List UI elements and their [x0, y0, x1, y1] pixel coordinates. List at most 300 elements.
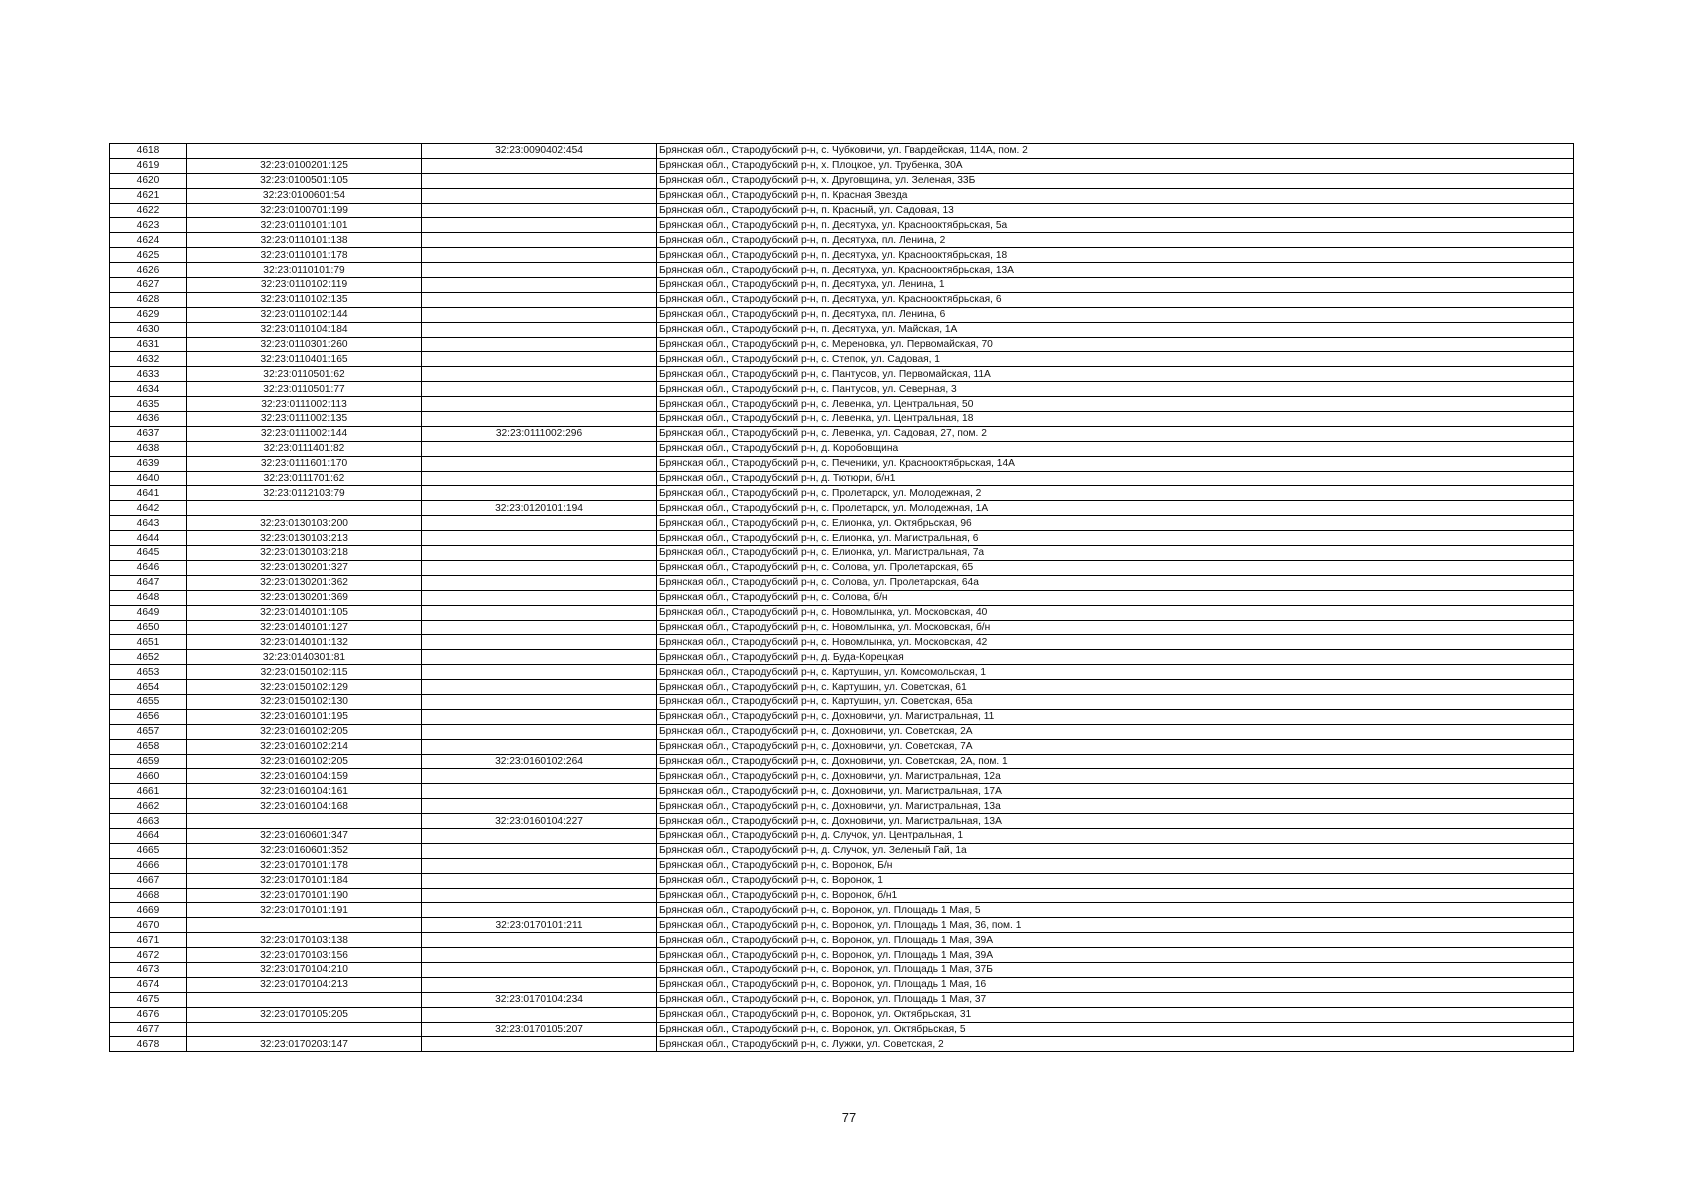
table-row	[110, 962, 1574, 977]
table-row	[110, 724, 1574, 739]
row-number-cell: 4657	[110, 724, 187, 739]
row-number-cell: 4619	[110, 158, 187, 173]
address-cell: Брянская обл., Стародубский р-н, п. Красный, ул. Садовая, 13	[657, 203, 1574, 218]
building-cadastral-number-cell: 32:23:0130103:213	[187, 531, 422, 546]
table-row	[110, 412, 1574, 427]
address-cell: Брянская обл., Стародубский р-н, с. Картушин, ул. Советская, 65а	[657, 694, 1574, 709]
table-row	[110, 1007, 1574, 1022]
building-cadastral-number-cell: 32:23:0140301:81	[187, 650, 422, 665]
table-row	[110, 188, 1574, 203]
row-number-cell: 4629	[110, 307, 187, 322]
table-row	[110, 307, 1574, 322]
table-row	[110, 471, 1574, 486]
address-cell: Брянская обл., Стародубский р-н, с. Воронок, ул. Площадь 1 Мая, 36, пом. 1	[657, 918, 1574, 933]
address-cell: Брянская обл., Стародубский р-н, с. Пантусов, ул. Северная, 3	[657, 382, 1574, 397]
premises-cadastral-number-cell: 32:23:0090402:454	[422, 144, 657, 159]
row-number-cell: 4658	[110, 739, 187, 754]
row-number-cell: 4673	[110, 962, 187, 977]
table-row	[110, 352, 1574, 367]
building-cadastral-number-cell: 32:23:0111002:135	[187, 412, 422, 427]
table-row	[110, 322, 1574, 337]
building-cadastral-number-cell: 32:23:0110301:260	[187, 337, 422, 352]
row-number-cell: 4626	[110, 263, 187, 278]
building-cadastral-number-cell: 32:23:0130103:218	[187, 546, 422, 561]
row-number-cell: 4677	[110, 1022, 187, 1037]
address-cell: Брянская обл., Стародубский р-н, с. Дохновичи, ул. Магистральная, 12а	[657, 769, 1574, 784]
address-cell: Брянская обл., Стародубский р-н, с. Левенка, ул. Центральная, 50	[657, 397, 1574, 412]
premises-cadastral-number-cell	[422, 1037, 657, 1052]
building-cadastral-number-cell: 32:23:0110102:144	[187, 307, 422, 322]
row-number-cell: 4664	[110, 828, 187, 843]
building-cadastral-number-cell: 32:23:0160101:195	[187, 709, 422, 724]
address-cell: Брянская обл., Стародубский р-н, п. Десятуха, ул. Краснооктябрьская, 5а	[657, 218, 1574, 233]
row-number-cell: 4660	[110, 769, 187, 784]
row-number-cell: 4661	[110, 784, 187, 799]
building-cadastral-number-cell: 32:23:0150102:129	[187, 680, 422, 695]
row-number-cell: 4623	[110, 218, 187, 233]
table-row	[110, 754, 1574, 769]
premises-cadastral-number-cell	[422, 560, 657, 575]
building-cadastral-number-cell: 32:23:0100601:54	[187, 188, 422, 203]
building-cadastral-number-cell: 32:23:0111002:113	[187, 397, 422, 412]
premises-cadastral-number-cell	[422, 635, 657, 650]
table-row	[110, 903, 1574, 918]
row-number-cell: 4634	[110, 382, 187, 397]
address-cell: Брянская обл., Стародубский р-н, п. Десятуха, ул. Краснооктябрьская, 6	[657, 292, 1574, 307]
building-cadastral-number-cell: 32:23:0170104:213	[187, 977, 422, 992]
property-registry-table	[109, 143, 1574, 1052]
row-number-cell: 4652	[110, 650, 187, 665]
address-cell: Брянская обл., Стародубский р-н, с. Лужки, ул. Советская, 2	[657, 1037, 1574, 1052]
table-row	[110, 278, 1574, 293]
table-row	[110, 501, 1574, 516]
premises-cadastral-number-cell	[422, 873, 657, 888]
row-number-cell: 4632	[110, 352, 187, 367]
address-cell: Брянская обл., Стародубский р-н, с. Солова, б/н	[657, 590, 1574, 605]
table-row	[110, 203, 1574, 218]
premises-cadastral-number-cell	[422, 367, 657, 382]
row-number-cell: 4635	[110, 397, 187, 412]
row-number-cell: 4674	[110, 977, 187, 992]
premises-cadastral-number-cell	[422, 650, 657, 665]
address-cell: Брянская обл., Стародубский р-н, с. Пролетарск, ул. Молодежная, 2	[657, 486, 1574, 501]
building-cadastral-number-cell: 32:23:0110101:138	[187, 233, 422, 248]
building-cadastral-number-cell: 32:23:0170103:138	[187, 933, 422, 948]
registry-table-body	[110, 144, 1574, 1052]
building-cadastral-number-cell: 32:23:0110101:101	[187, 218, 422, 233]
row-number-cell: 4641	[110, 486, 187, 501]
row-number-cell: 4639	[110, 456, 187, 471]
building-cadastral-number-cell: 32:23:0110501:62	[187, 367, 422, 382]
premises-cadastral-number-cell	[422, 248, 657, 263]
premises-cadastral-number-cell	[422, 412, 657, 427]
address-cell: Брянская обл., Стародубский р-н, д. Коробовщина	[657, 441, 1574, 456]
table-row	[110, 397, 1574, 412]
premises-cadastral-number-cell: 32:23:0111002:296	[422, 426, 657, 441]
address-cell: Брянская обл., Стародубский р-н, с. Дохновичи, ул. Магистральная, 13а	[657, 799, 1574, 814]
address-cell: Брянская обл., Стародубский р-н, с. Воронок, ул. Площадь 1 Мая, 37	[657, 992, 1574, 1007]
table-row	[110, 560, 1574, 575]
address-cell: Брянская обл., Стародубский р-н, с. Дохновичи, ул. Советская, 7А	[657, 739, 1574, 754]
table-row	[110, 516, 1574, 531]
address-cell: Брянская обл., Стародубский р-н, п. Десятуха, пл. Ленина, 6	[657, 307, 1574, 322]
row-number-cell: 4618	[110, 144, 187, 159]
building-cadastral-number-cell: 32:23:0170105:205	[187, 1007, 422, 1022]
address-cell: Брянская обл., Стародубский р-н, п. Десятуха, ул. Краснооктябрьская, 18	[657, 248, 1574, 263]
row-number-cell: 4633	[110, 367, 187, 382]
building-cadastral-number-cell: 32:23:0160102:205	[187, 724, 422, 739]
building-cadastral-number-cell: 32:23:0100701:199	[187, 203, 422, 218]
table-row	[110, 1022, 1574, 1037]
premises-cadastral-number-cell: 32:23:0170104:234	[422, 992, 657, 1007]
table-row	[110, 709, 1574, 724]
address-cell: Брянская обл., Стародубский р-н, с. Воронок, 1	[657, 873, 1574, 888]
table-row	[110, 933, 1574, 948]
row-number-cell: 4640	[110, 471, 187, 486]
premises-cadastral-number-cell	[422, 977, 657, 992]
row-number-cell: 4643	[110, 516, 187, 531]
building-cadastral-number-cell: 32:23:0160104:168	[187, 799, 422, 814]
premises-cadastral-number-cell	[422, 888, 657, 903]
address-cell: Брянская обл., Стародубский р-н, п. Десятуха, ул. Краснооктябрьская, 13А	[657, 263, 1574, 278]
premises-cadastral-number-cell	[422, 799, 657, 814]
row-number-cell: 4637	[110, 426, 187, 441]
address-cell: Брянская обл., Стародубский р-н, с. Воронок, Б/н	[657, 858, 1574, 873]
table-row	[110, 441, 1574, 456]
table-row	[110, 173, 1574, 188]
address-cell: Брянская обл., Стародубский р-н, с. Дохновичи, ул. Советская, 2А	[657, 724, 1574, 739]
building-cadastral-number-cell: 32:23:0160104:159	[187, 769, 422, 784]
table-row	[110, 769, 1574, 784]
building-cadastral-number-cell: 32:23:0111701:62	[187, 471, 422, 486]
premises-cadastral-number-cell	[422, 828, 657, 843]
address-cell: Брянская обл., Стародубский р-н, с. Степок, ул. Садовая, 1	[657, 352, 1574, 367]
table-row	[110, 337, 1574, 352]
address-cell: Брянская обл., Стародубский р-н, п. Красная Звезда	[657, 188, 1574, 203]
address-cell: Брянская обл., Стародубский р-н, с. Картушин, ул. Комсомольская, 1	[657, 665, 1574, 680]
address-cell: Брянская обл., Стародубский р-н, с. Дохновичи, ул. Магистральная, 17А	[657, 784, 1574, 799]
row-number-cell: 4649	[110, 605, 187, 620]
building-cadastral-number-cell: 32:23:0170101:190	[187, 888, 422, 903]
building-cadastral-number-cell: 32:23:0160104:161	[187, 784, 422, 799]
building-cadastral-number-cell: 32:23:0140101:132	[187, 635, 422, 650]
address-cell: Брянская обл., Стародубский р-н, с. Воронок, ул. Площадь 1 Мая, 5	[657, 903, 1574, 918]
table-row	[110, 382, 1574, 397]
building-cadastral-number-cell: 32:23:0160102:214	[187, 739, 422, 754]
premises-cadastral-number-cell	[422, 769, 657, 784]
row-number-cell: 4622	[110, 203, 187, 218]
table-row	[110, 784, 1574, 799]
row-number-cell: 4671	[110, 933, 187, 948]
row-number-cell: 4627	[110, 278, 187, 293]
table-row	[110, 739, 1574, 754]
address-cell: Брянская обл., Стародубский р-н, с. Печеники, ул. Краснооктябрьская, 14А	[657, 456, 1574, 471]
table-row	[110, 680, 1574, 695]
address-cell: Брянская обл., Стародубский р-н, с. Пантусов, ул. Первомайская, 11А	[657, 367, 1574, 382]
address-cell: Брянская обл., Стародубский р-н, с. Мереновка, ул. Первомайская, 70	[657, 337, 1574, 352]
address-cell: Брянская обл., Стародубский р-н, с. Дохновичи, ул. Советская, 2А, пом. 1	[657, 754, 1574, 769]
premises-cadastral-number-cell	[422, 456, 657, 471]
building-cadastral-number-cell: 32:23:0130201:327	[187, 560, 422, 575]
row-number-cell: 4642	[110, 501, 187, 516]
row-number-cell: 4676	[110, 1007, 187, 1022]
premises-cadastral-number-cell	[422, 173, 657, 188]
row-number-cell: 4636	[110, 412, 187, 427]
table-row	[110, 367, 1574, 382]
building-cadastral-number-cell: 32:23:0140101:105	[187, 605, 422, 620]
premises-cadastral-number-cell	[422, 709, 657, 724]
row-number-cell: 4659	[110, 754, 187, 769]
table-row	[110, 144, 1574, 159]
address-cell: Брянская обл., Стародубский р-н, с. Воронок, ул. Октябрьская, 31	[657, 1007, 1574, 1022]
premises-cadastral-number-cell	[422, 739, 657, 754]
table-row	[110, 828, 1574, 843]
row-number-cell: 4663	[110, 814, 187, 829]
table-row	[110, 292, 1574, 307]
address-cell: Брянская обл., Стародубский р-н, с. Чубковичи, ул. Гвардейская, 114А, пом. 2	[657, 144, 1574, 159]
building-cadastral-number-cell	[187, 992, 422, 1007]
premises-cadastral-number-cell	[422, 694, 657, 709]
row-number-cell: 4656	[110, 709, 187, 724]
row-number-cell: 4646	[110, 560, 187, 575]
building-cadastral-number-cell: 32:23:0160601:347	[187, 828, 422, 843]
building-cadastral-number-cell	[187, 814, 422, 829]
premises-cadastral-number-cell	[422, 724, 657, 739]
premises-cadastral-number-cell	[422, 665, 657, 680]
building-cadastral-number-cell: 32:23:0170101:184	[187, 873, 422, 888]
building-cadastral-number-cell: 32:23:0110501:77	[187, 382, 422, 397]
table-row	[110, 799, 1574, 814]
address-cell: Брянская обл., Стародубский р-н, с. Воронок, ул. Площадь 1 Мая, 37Б	[657, 962, 1574, 977]
building-cadastral-number-cell: 32:23:0130201:369	[187, 590, 422, 605]
page-number: 77	[841, 1110, 857, 1125]
premises-cadastral-number-cell	[422, 903, 657, 918]
address-cell: Брянская обл., Стародубский р-н, с. Елионка, ул. Октябрьская, 96	[657, 516, 1574, 531]
row-number-cell: 4655	[110, 694, 187, 709]
building-cadastral-number-cell: 32:23:0112103:79	[187, 486, 422, 501]
row-number-cell: 4654	[110, 680, 187, 695]
address-cell: Брянская обл., Стародубский р-н, с. Воронок, ул. Площадь 1 Мая, 16	[657, 977, 1574, 992]
building-cadastral-number-cell: 32:23:0170104:210	[187, 962, 422, 977]
premises-cadastral-number-cell	[422, 620, 657, 635]
table-row	[110, 456, 1574, 471]
row-number-cell: 4647	[110, 575, 187, 590]
premises-cadastral-number-cell	[422, 471, 657, 486]
address-cell: Брянская обл., Стародубский р-н, с. Солова, ул. Пролетарская, 64а	[657, 575, 1574, 590]
building-cadastral-number-cell: 32:23:0170103:156	[187, 948, 422, 963]
table-row	[110, 1037, 1574, 1052]
premises-cadastral-number-cell	[422, 680, 657, 695]
table-row	[110, 486, 1574, 501]
premises-cadastral-number-cell	[422, 784, 657, 799]
table-row	[110, 977, 1574, 992]
building-cadastral-number-cell: 32:23:0170101:191	[187, 903, 422, 918]
table-row	[110, 918, 1574, 933]
table-row	[110, 992, 1574, 1007]
address-cell: Брянская обл., Стародубский р-н, с. Картушин, ул. Советская, 61	[657, 680, 1574, 695]
row-number-cell: 4620	[110, 173, 187, 188]
address-cell: Брянская обл., Стародубский р-н, х. Плоцкое, ул. Трубенка, 30А	[657, 158, 1574, 173]
row-number-cell: 4669	[110, 903, 187, 918]
address-cell: Брянская обл., Стародубский р-н, с. Левенка, ул. Садовая, 27, пом. 2	[657, 426, 1574, 441]
premises-cadastral-number-cell: 32:23:0170101:211	[422, 918, 657, 933]
address-cell: Брянская обл., Стародубский р-н, п. Десятуха, ул. Ленина, 1	[657, 278, 1574, 293]
premises-cadastral-number-cell	[422, 203, 657, 218]
building-cadastral-number-cell: 32:23:0170101:178	[187, 858, 422, 873]
table-row	[110, 873, 1574, 888]
table-row	[110, 620, 1574, 635]
building-cadastral-number-cell	[187, 501, 422, 516]
premises-cadastral-number-cell	[422, 546, 657, 561]
premises-cadastral-number-cell	[422, 531, 657, 546]
address-cell: Брянская обл., Стародубский р-н, с. Воронок, б/н1	[657, 888, 1574, 903]
row-number-cell: 4666	[110, 858, 187, 873]
row-number-cell: 4678	[110, 1037, 187, 1052]
row-number-cell: 4672	[110, 948, 187, 963]
premises-cadastral-number-cell	[422, 1007, 657, 1022]
building-cadastral-number-cell	[187, 144, 422, 159]
row-number-cell: 4662	[110, 799, 187, 814]
row-number-cell: 4650	[110, 620, 187, 635]
row-number-cell: 4670	[110, 918, 187, 933]
building-cadastral-number-cell	[187, 918, 422, 933]
address-cell: Брянская обл., Стародубский р-н, с. Левенка, ул. Центральная, 18	[657, 412, 1574, 427]
address-cell: Брянская обл., Стародубский р-н, с. Воронок, ул. Площадь 1 Мая, 39А	[657, 948, 1574, 963]
table-row	[110, 605, 1574, 620]
building-cadastral-number-cell: 32:23:0150102:115	[187, 665, 422, 680]
address-cell: Брянская обл., Стародубский р-н, с. Елионка, ул. Магистральная, 7а	[657, 546, 1574, 561]
address-cell: Брянская обл., Стародубский р-н, с. Новомлынка, ул. Московская, б/н	[657, 620, 1574, 635]
row-number-cell: 4630	[110, 322, 187, 337]
address-cell: Брянская обл., Стародубский р-н, п. Десятуха, пл. Ленина, 2	[657, 233, 1574, 248]
address-cell: Брянская обл., Стародубский р-н, с. Елионка, ул. Магистральная, 6	[657, 531, 1574, 546]
building-cadastral-number-cell: 32:23:0111401:82	[187, 441, 422, 456]
row-number-cell: 4665	[110, 843, 187, 858]
table-row	[110, 814, 1574, 829]
row-number-cell: 4631	[110, 337, 187, 352]
row-number-cell: 4644	[110, 531, 187, 546]
table-row	[110, 650, 1574, 665]
table-row	[110, 158, 1574, 173]
building-cadastral-number-cell: 32:23:0160102:205	[187, 754, 422, 769]
premises-cadastral-number-cell	[422, 575, 657, 590]
premises-cadastral-number-cell	[422, 516, 657, 531]
address-cell: Брянская обл., Стародубский р-н, п. Десятуха, ул. Майская, 1А	[657, 322, 1574, 337]
table-row	[110, 590, 1574, 605]
row-number-cell: 4628	[110, 292, 187, 307]
address-cell: Брянская обл., Стародубский р-н, с. Воронок, ул. Площадь 1 Мая, 39А	[657, 933, 1574, 948]
premises-cadastral-number-cell	[422, 962, 657, 977]
row-number-cell: 4675	[110, 992, 187, 1007]
premises-cadastral-number-cell	[422, 158, 657, 173]
table-row	[110, 218, 1574, 233]
row-number-cell: 4651	[110, 635, 187, 650]
address-cell: Брянская обл., Стародубский р-н, с. Пролетарск, ул. Молодежная, 1А	[657, 501, 1574, 516]
premises-cadastral-number-cell	[422, 441, 657, 456]
premises-cadastral-number-cell	[422, 590, 657, 605]
address-cell: Брянская обл., Стародубский р-н, д. Случок, ул. Зеленый Гай, 1а	[657, 843, 1574, 858]
premises-cadastral-number-cell	[422, 858, 657, 873]
premises-cadastral-number-cell	[422, 486, 657, 501]
building-cadastral-number-cell: 32:23:0110101:178	[187, 248, 422, 263]
building-cadastral-number-cell: 32:23:0110102:135	[187, 292, 422, 307]
row-number-cell: 4667	[110, 873, 187, 888]
building-cadastral-number-cell	[187, 1022, 422, 1037]
table-row	[110, 263, 1574, 278]
table-row	[110, 248, 1574, 263]
premises-cadastral-number-cell	[422, 278, 657, 293]
row-number-cell: 4624	[110, 233, 187, 248]
table-row	[110, 233, 1574, 248]
premises-cadastral-number-cell	[422, 352, 657, 367]
building-cadastral-number-cell: 32:23:0140101:127	[187, 620, 422, 635]
table-row	[110, 948, 1574, 963]
premises-cadastral-number-cell	[422, 933, 657, 948]
building-cadastral-number-cell: 32:23:0100501:105	[187, 173, 422, 188]
table-row	[110, 575, 1574, 590]
premises-cadastral-number-cell	[422, 218, 657, 233]
table-row	[110, 546, 1574, 561]
premises-cadastral-number-cell	[422, 188, 657, 203]
premises-cadastral-number-cell	[422, 605, 657, 620]
address-cell: Брянская обл., Стародубский р-н, с. Солова, ул. Пролетарская, 65	[657, 560, 1574, 575]
address-cell: Брянская обл., Стародубский р-н, с. Новомлынка, ул. Московская, 42	[657, 635, 1574, 650]
address-cell: Брянская обл., Стародубский р-н, с. Дохновичи, ул. Магистральная, 11	[657, 709, 1574, 724]
premises-cadastral-number-cell	[422, 292, 657, 307]
row-number-cell: 4621	[110, 188, 187, 203]
premises-cadastral-number-cell	[422, 307, 657, 322]
premises-cadastral-number-cell: 32:23:0170105:207	[422, 1022, 657, 1037]
building-cadastral-number-cell: 32:23:0150102:130	[187, 694, 422, 709]
table-row	[110, 888, 1574, 903]
row-number-cell: 4625	[110, 248, 187, 263]
table-row	[110, 858, 1574, 873]
table-row	[110, 665, 1574, 680]
premises-cadastral-number-cell	[422, 337, 657, 352]
address-cell: Брянская обл., Стародубский р-н, д. Тютюри, б/н1	[657, 471, 1574, 486]
premises-cadastral-number-cell	[422, 322, 657, 337]
premises-cadastral-number-cell	[422, 948, 657, 963]
premises-cadastral-number-cell	[422, 843, 657, 858]
table-row	[110, 694, 1574, 709]
table-row	[110, 635, 1574, 650]
premises-cadastral-number-cell	[422, 263, 657, 278]
address-cell: Брянская обл., Стародубский р-н, д. Буда-Корецкая	[657, 650, 1574, 665]
row-number-cell: 4638	[110, 441, 187, 456]
building-cadastral-number-cell: 32:23:0110401:165	[187, 352, 422, 367]
building-cadastral-number-cell: 32:23:0110102:119	[187, 278, 422, 293]
premises-cadastral-number-cell: 32:23:0160104:227	[422, 814, 657, 829]
building-cadastral-number-cell: 32:23:0111601:170	[187, 456, 422, 471]
building-cadastral-number-cell: 32:23:0130103:200	[187, 516, 422, 531]
building-cadastral-number-cell: 32:23:0100201:125	[187, 158, 422, 173]
building-cadastral-number-cell: 32:23:0160601:352	[187, 843, 422, 858]
table-row	[110, 843, 1574, 858]
address-cell: Брянская обл., Стародубский р-н, д. Случок, ул. Центральная, 1	[657, 828, 1574, 843]
premises-cadastral-number-cell	[422, 382, 657, 397]
address-cell: Брянская обл., Стародубский р-н, х. Друговщина, ул. Зеленая, 33Б	[657, 173, 1574, 188]
building-cadastral-number-cell: 32:23:0110101:79	[187, 263, 422, 278]
row-number-cell: 4668	[110, 888, 187, 903]
premises-cadastral-number-cell: 32:23:0120101:194	[422, 501, 657, 516]
building-cadastral-number-cell: 32:23:0130201:362	[187, 575, 422, 590]
premises-cadastral-number-cell	[422, 233, 657, 248]
row-number-cell: 4648	[110, 590, 187, 605]
address-cell: Брянская обл., Стародубский р-н, с. Новомлынка, ул. Московская, 40	[657, 605, 1574, 620]
building-cadastral-number-cell: 32:23:0170203:147	[187, 1037, 422, 1052]
address-cell: Брянская обл., Стародубский р-н, с. Воронок, ул. Октябрьская, 5	[657, 1022, 1574, 1037]
building-cadastral-number-cell: 32:23:0111002:144	[187, 426, 422, 441]
